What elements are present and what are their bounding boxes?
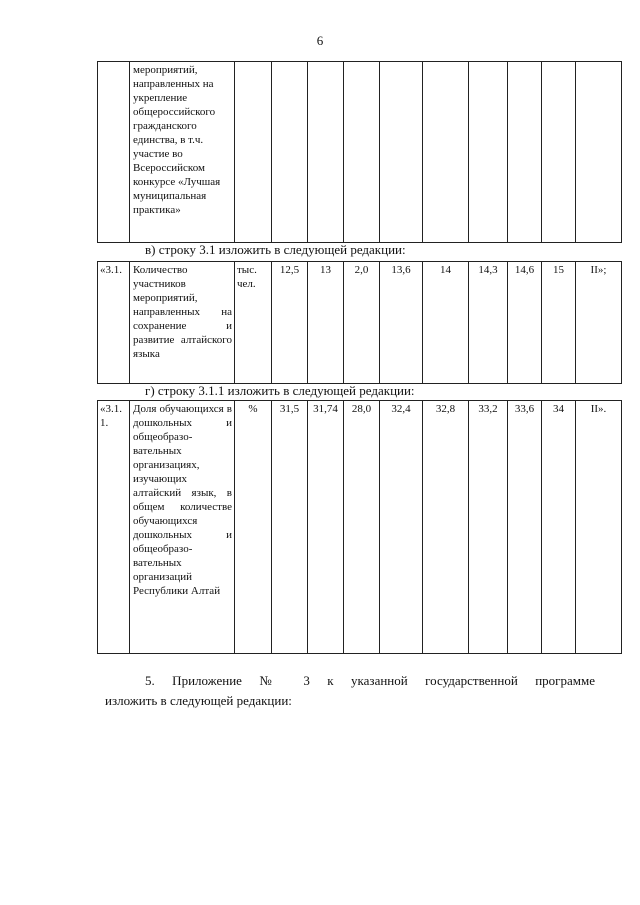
value-cell [344,62,380,243]
value-cell: 12,5 [272,262,308,384]
value-cell [576,62,622,243]
value-cell: II». [576,401,622,654]
value-cell: 32,8 [423,401,469,654]
value-cell: 15 [542,262,576,384]
value-cell [423,62,469,243]
value-cell: 28,0 [344,401,380,654]
page-number: 6 [316,33,324,48]
value-cell [508,62,542,243]
unit-cell: % [235,401,272,654]
indicator-cell: мероприятий, направленных на укрепление общероссийского гражданского единства, в т.ч. участие во Всероссийском конкурсе «Лучшая муниципальная практика» [130,62,235,243]
value-cell: 31,5 [272,401,308,654]
indicator-cell: Доля обучающихся в дошкольных и общеобразо-вательных организациях, изучающих алтайский язык, в общем количестве обучающихся дошкольных и общеобразо-вательных организаций Республики Алтай [130,401,235,654]
value-cell: 33,6 [508,401,542,654]
paragraph-5-line1: 5. Приложение № 3 к указанной государственной программе [145,673,595,688]
value-cell [272,62,308,243]
indicator-cell: Количество участников мероприятий, направленных на сохранение и развитие алтайского языка [130,262,235,384]
value-cell: 31,74 [308,401,344,654]
value-cell: 14 [423,262,469,384]
caption-row-3-1: в) строку 3.1 изложить в следующей редакции: [145,242,406,257]
value-cell: 2,0 [344,262,380,384]
value-cell [308,62,344,243]
value-cell [380,62,423,243]
value-cell: 13 [308,262,344,384]
value-cell: 34 [542,401,576,654]
code-cell: «3.1. [98,262,130,384]
value-cell: 32,4 [380,401,423,654]
unit-cell [235,62,272,243]
code-cell [98,62,130,243]
unit-cell: тыс. чел. [235,262,272,384]
table-row-3-1 [97,261,622,384]
table-row-continuation [97,61,622,243]
value-cell: 14,3 [469,262,508,384]
value-cell: 14,6 [508,262,542,384]
value-cell [469,62,508,243]
paragraph-5 [105,671,595,711]
caption-row-3-1-1: г) строку 3.1.1 изложить в следующей редакции: [145,383,415,398]
code-cell: «3.1. 1. [98,401,130,654]
paragraph-5-line2: изложить в следующей редакции: [105,693,292,708]
value-cell: II»; [576,262,622,384]
table-row-3-1-1 [97,400,622,654]
value-cell: 33,2 [469,401,508,654]
value-cell: 13,6 [380,262,423,384]
value-cell [542,62,576,243]
